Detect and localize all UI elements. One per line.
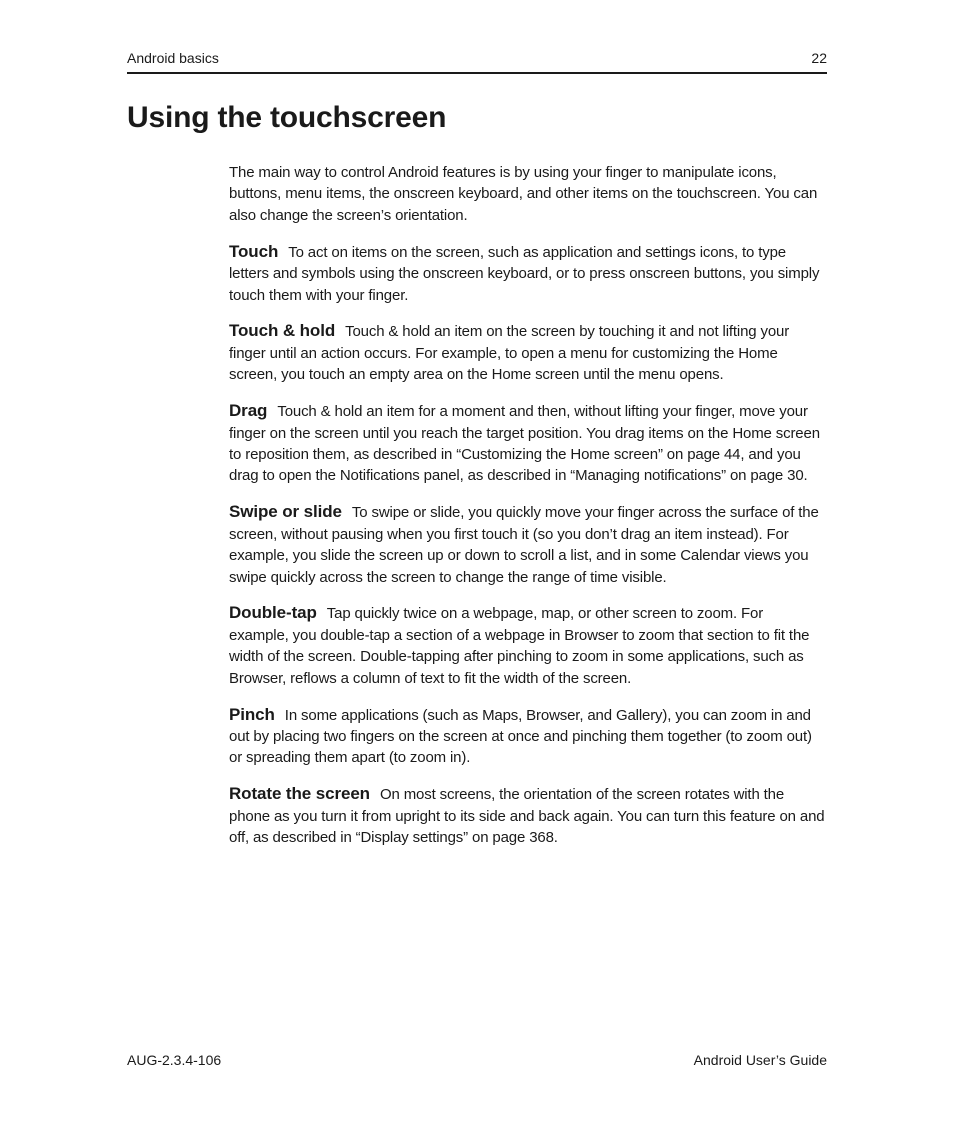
footer-doc-id: AUG-2.3.4-106	[127, 1052, 222, 1068]
term-paragraph-touch	[229, 241, 826, 306]
term-paragraph-rotate-the-screen	[229, 783, 826, 848]
term-description: Touch & hold an item for a moment and then, without lifting your finger, move your finger on the screen until you reach the target position. You drag items on the Home screen to reposition them, as described in “Customizing the Home screen” on page 44, and you drag to open the Notifications panel, as described in “Managing notifications” on page 30.	[229, 403, 820, 485]
term-description: In some applications (such as Maps, Browser, and Gallery), you can zoom in and out by placing two fingers on the screen at once and pinching them together (to zoom out) or spreading them apart (to zoom in).	[229, 706, 812, 767]
term-label: Drag	[229, 401, 268, 421]
term-label: Pinch	[229, 704, 275, 724]
term-paragraph-touch-and-hold	[229, 320, 826, 385]
term-paragraph-pinch	[229, 704, 826, 769]
footer-guide-title: Android User’s Guide	[693, 1052, 827, 1068]
term-label: Swipe or slide	[229, 502, 342, 522]
term-label: Rotate the screen	[229, 784, 370, 804]
term-paragraph-swipe-or-slide	[229, 501, 826, 588]
term-label: Touch	[229, 241, 279, 261]
term-description: On most screens, the orientation of the screen rotates with the phone as you turn it from upright to its side and back again. You can turn this feature on and off, as described in “Display settings” on page 368.	[229, 786, 825, 847]
term-description: Touch & hold an item on the screen by touching it and not lifting your finger until an action occurs. For example, to open a menu for customizing the Home screen, you touch an empty area on the Home screen until the menu opens.	[229, 323, 790, 384]
term-description: To act on items on the screen, such as application and settings icons, to type letters and symbols using the onscreen keyboard, or to press onscreen buttons, you simply touch them with your finger.	[229, 243, 820, 304]
header-section-label: Android basics	[127, 50, 219, 66]
term-label: Touch & hold	[229, 321, 336, 341]
page-footer	[127, 1052, 827, 1072]
term-description: To swipe or slide, you quickly move your finger across the surface of the screen, without pausing when you first touch it (so you don’t drag an item instead). For example, you slide the screen up or down to scroll a list, and in some Calendar views you swipe quickly across the screen to change the range of time visible.	[229, 504, 819, 586]
intro-paragraph: The main way to control Android features is by using your finger to manipulate icons, buttons, menu items, the onscreen keyboard, and other items on the touchscreen. You can also change the screen’s orientation.	[229, 164, 818, 224]
term-paragraph-double-tap	[229, 602, 826, 689]
page-title: Using the touchscreen	[127, 101, 447, 134]
page-header	[127, 48, 827, 74]
header-page-number: 22	[811, 50, 827, 66]
main-content	[229, 162, 826, 863]
term-label: Double-tap	[229, 603, 317, 623]
term-description: Tap quickly twice on a webpage, map, or other screen to zoom. For example, you double-tap a section of a webpage in Browser to zoom that section to fit the width of the screen. Double-tapping after pinching to zoom in some applications, such as Browser, reflows a column of text to fit the width of the screen.	[229, 605, 810, 687]
term-paragraph-drag	[229, 400, 826, 487]
